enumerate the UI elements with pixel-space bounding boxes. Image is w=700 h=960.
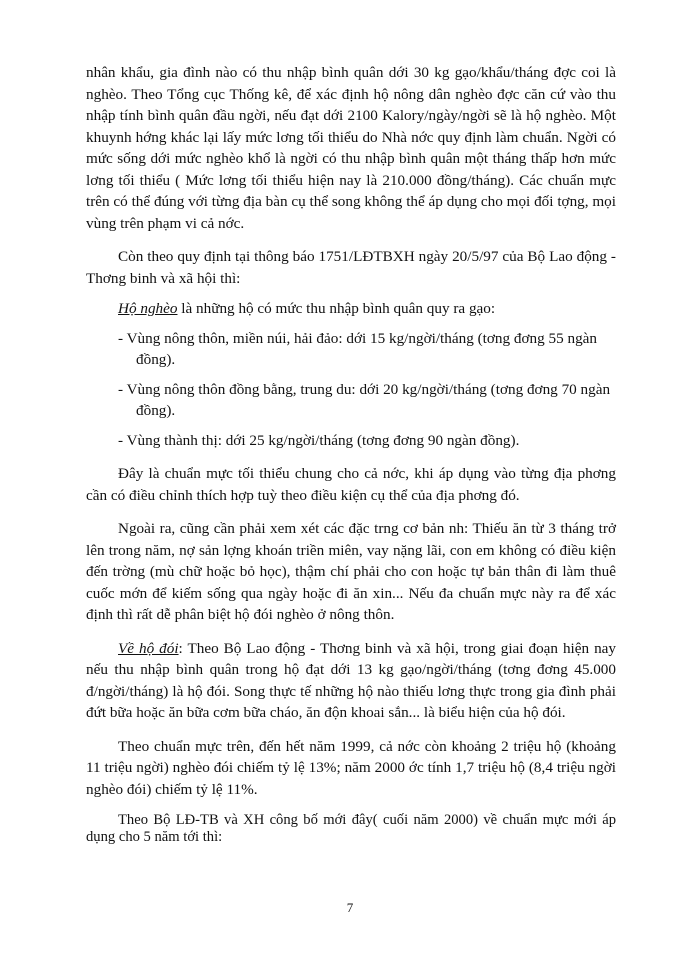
list-item: - Vùng nông thôn, miền núi, hải đảo: dới 15 kg/ngời/tháng (tơng đơng 55 ngàn đồng). [118, 329, 597, 368]
document-body [86, 62, 616, 846]
term-hungry-household: Về hộ đói [118, 639, 179, 657]
paragraph-poverty-criteria: nhân khẩu, gia đình nào có thu nhập bình quân dới 30 kg gạo/khẩu/tháng đợc coi là nghèo. Theo Tổng cục Thống kê, để xác định hộ nông dân nghèo đợc căn cứ vào thu nhập tính bình quân đầu ngời, nếu đạt dới 2100 Kalory/ngày/ngời sẽ là hộ nghèo. Một khuynh hớng khác lại lấy mức lơng tối thiểu do Nhà nớc quy định làm chuẩn. Ngời có mức sống dới mức nghèo khổ là ngời có thu nhập bình quân một tháng thấp hơn mức lơng tối thiểu ( Mức lơng tối thiểu hiện nay là 210.000 đồng/tháng). Các chuẩn mực trên có thể đúng với từng địa bàn cụ thể song không thể áp dụng cho mọi đối tợng, mọi vùng trên phạm vi cả nớc. [86, 64, 616, 232]
paragraph-poor-household [86, 298, 616, 320]
page-number: 7 [346, 900, 354, 915]
paragraph-new-standard: Theo Bộ LĐ-TB và XH công bố mới đây( cuối năm 2000) về chuẩn mực mới áp dụng cho 5 năm tới thì: [86, 812, 616, 845]
paragraph-minimum-standard: Đây là chuẩn mực tối thiểu chung cho cả nớc, khi áp dụng vào từng địa phơng cần có điều chỉnh thích hợp tuỳ theo điều kiện cụ thể của địa phơng đó. [86, 465, 616, 504]
list-item: - Vùng nông thôn đồng bằng, trung du: dới 20 kg/ngời/tháng (tơng đơng 70 ngàn đồng). [118, 380, 611, 419]
paragraph-statistics: Theo chuẩn mực trên, đến hết năm 1999, cả nớc còn khoảng 2 triệu hộ (khoảng 11 triệu ngời) nghèo đói chiếm tỷ lệ 13%; năm 2000 ớc tính 1,7 triệu hộ (8,4 triệu ngời nghèo đói) chiếm tỷ lệ 11%. [86, 737, 616, 798]
paragraph-basic-characteristics: Ngoài ra, cũng cần phải xem xét các đặc trng cơ bản nh: Thiếu ăn từ 3 tháng trở lên trong năm, nợ sản lợng khoán triền miên, vay nặng lãi, con em không có điều kiện đến trờng (mù chữ hoặc bỏ học), thậm chí phải cho con hoặc tự bản thân đi làm thuê cuốc mớn để kiếm sống qua ngày hoặc đi ăn xin... Nếu đa chuẩn mực này ra để xác định thì rất dễ phân biệt hộ đói nghèo ở nông thôn. [86, 520, 616, 623]
term-poor-household: Hộ nghèo [118, 300, 178, 317]
paragraph-hungry-household [86, 638, 616, 724]
poor-household-definition: là những hộ có mức thu nhập bình quân quy ra gạo: [177, 300, 496, 317]
list-item: - Vùng thành thị: dới 25 kg/ngời/tháng (tơng đơng 90 ngàn đồng). [118, 431, 520, 449]
paragraph-ministry-notice: Còn theo quy định tại thông báo 1751/LĐTBXH ngày 20/5/97 của Bộ Lao động - Thơng binh và xã hội thì: [86, 248, 616, 287]
hungry-household-definition: : Theo Bộ Lao động - Thơng binh và xã hội, trong giai đoạn hiện nay nếu thu nhập bình quân trong hộ đạt dới 13 kg gạo/ngời/tháng (tơng đơng 45.000 đ/ngời/tháng) là hộ đói. Song thực tế những hộ nào thiếu lơng thực trong gia đình phải đứt bữa hoặc ăn bữa cơm bữa cháo, ăn độn khoai sắn... là biểu hiện của hộ đói. [86, 639, 616, 721]
